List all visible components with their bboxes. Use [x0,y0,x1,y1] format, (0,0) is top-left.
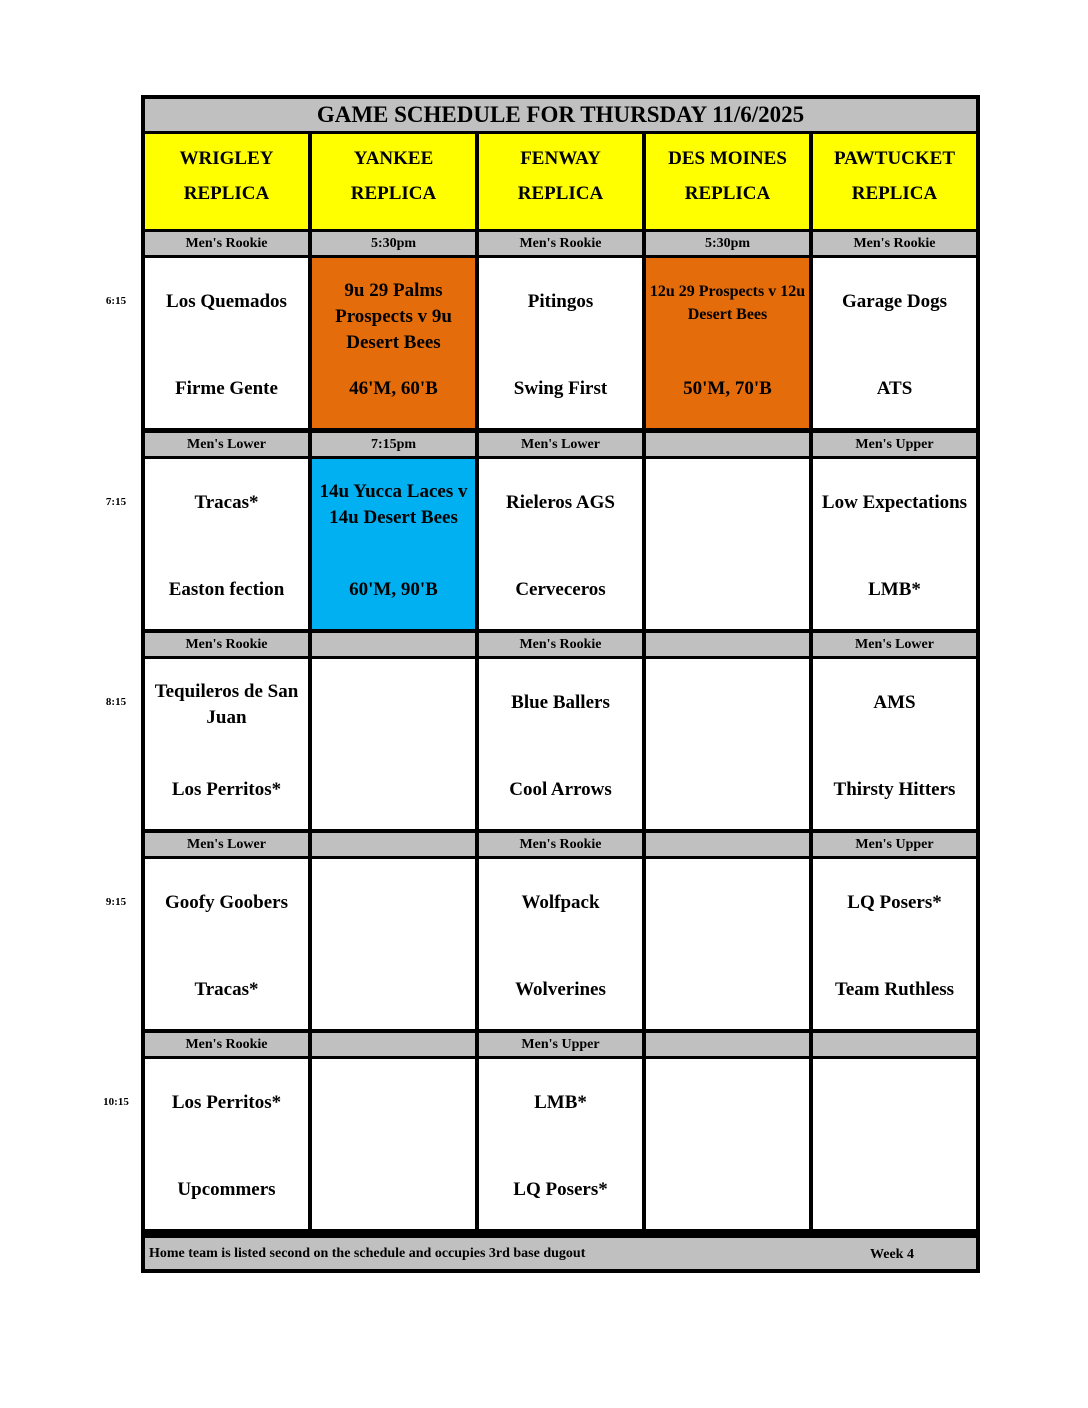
field-name-line1: YANKEE [353,148,434,169]
division-label: Men's Rookie [479,232,642,255]
game-cell [479,459,642,629]
away-team: 14u Yucca Laces v 14u Desert Bees [319,481,468,528]
time-slot-label: 10:15 [103,1096,129,1108]
away-team: Blue Ballers [511,692,610,713]
home-team: Team Ruthless [834,979,955,1000]
game-cell [145,859,308,1029]
division-label: Men's Rookie [479,633,642,656]
game-cell [145,258,308,428]
field-name-line1: PAWTUCKET [833,148,956,169]
away-team: 9u 29 Palms Prospects v 9u Desert Bees [335,280,452,353]
game-cell [145,459,308,629]
home-team: 46'M, 60'B [349,378,438,399]
away-team: Goofy Goobers [165,892,288,913]
home-team: Cerveceros [515,579,606,600]
division-label [312,633,475,656]
time-slot-label: 7:15 [105,496,127,508]
division-label: Men's Rookie [813,232,976,255]
division-label: Men's Lower [145,433,308,456]
home-team: Wolverines [515,979,606,1000]
field-name-line2: REPLICA [183,183,270,204]
away-team: Low Expectations [821,492,968,513]
division-label: 5:30pm [312,232,475,255]
field-name-line1: DES MOINES [668,148,787,169]
away-team: Rieleros AGS [506,492,615,513]
field-name-line2: REPLICA [517,183,604,204]
home-team: Cool Arrows [509,779,612,800]
away-team: Los Quemados [166,291,287,312]
schedule-table [141,95,980,1273]
division-label: Men's Lower [479,433,642,456]
game-cell [479,859,642,1029]
game-cell [646,258,809,428]
field-header [145,134,308,229]
away-team: Tracas* [194,492,259,513]
game-cell [813,258,976,428]
division-label: Men's Upper [813,833,976,856]
field-name-line1: FENWAY [520,148,601,169]
division-label: 5:30pm [646,232,809,255]
division-label: Men's Upper [813,433,976,456]
division-label [813,1033,976,1056]
game-cell [312,1059,475,1229]
division-label [646,833,809,856]
division-label: Men's Rookie [145,232,308,255]
away-team: 12u 29 Prospects v 12u Desert Bees [649,283,806,323]
home-team: Firme Gente [175,378,278,399]
division-label: Men's Upper [479,1033,642,1056]
away-team: AMS [873,692,916,713]
game-cell [646,1059,809,1229]
home-team: 60'M, 90'B [349,579,438,600]
footer-week: Week 4 [870,1247,914,1262]
division-label: Men's Rookie [479,833,642,856]
division-label [646,633,809,656]
footer-note: Home team is listed second on the schedule and occupies 3rd base dugout [145,1238,976,1269]
game-cell [646,859,809,1029]
game-cell [479,1059,642,1229]
field-header [312,134,475,229]
division-label: Men's Rookie [145,1033,308,1056]
division-label [312,833,475,856]
field-header [479,134,642,229]
home-team: Los Perritos* [171,779,282,800]
game-cell [145,1059,308,1229]
time-slot-label: 6:15 [105,295,127,307]
division-label: Men's Lower [145,833,308,856]
division-label: Men's Lower [813,633,976,656]
division-label: 7:15pm [312,433,475,456]
home-team: Upcommers [177,1179,276,1200]
division-label: Men's Rookie [145,633,308,656]
time-slot-label: 9:15 [105,896,127,908]
field-name-line2: REPLICA [851,183,938,204]
home-team: ATS [876,378,913,399]
field-header [813,134,976,229]
game-cell [312,459,475,629]
game-cell [813,659,976,829]
home-team: Easton fection [168,579,285,600]
away-team: LQ Posers* [847,892,942,913]
home-team: Swing First [513,378,608,399]
division-label [646,433,809,456]
away-team: Pitingos [527,291,594,312]
away-team: Los Perritos* [171,1092,282,1113]
field-name-line2: REPLICA [350,183,437,204]
division-label [646,1033,809,1056]
game-cell [312,659,475,829]
game-cell [646,659,809,829]
game-cell [145,659,308,829]
field-header [646,134,809,229]
game-cell [312,258,475,428]
home-team: Thirsty Hitters [833,779,956,800]
game-cell [646,459,809,629]
game-cell [479,258,642,428]
home-team: Tracas* [194,979,259,1000]
home-team: LMB* [868,579,921,600]
game-cell [479,659,642,829]
game-cell [813,1059,976,1229]
away-team: Wolfpack [521,892,600,913]
division-label [312,1033,475,1056]
home-team: 50'M, 70'B [683,378,772,399]
page-title: GAME SCHEDULE FOR THURSDAY 11/6/2025 [145,99,976,131]
game-cell [813,859,976,1029]
away-team: Tequileros de San Juan [154,681,299,728]
away-team: LMB* [534,1092,587,1113]
home-team: LQ Posers* [513,1179,608,1200]
field-name-line2: REPLICA [684,183,771,204]
away-team: Garage Dogs [841,291,947,312]
game-cell [312,859,475,1029]
game-cell [813,459,976,629]
field-name-line1: WRIGLEY [179,148,274,169]
time-slot-label: 8:15 [105,696,127,708]
